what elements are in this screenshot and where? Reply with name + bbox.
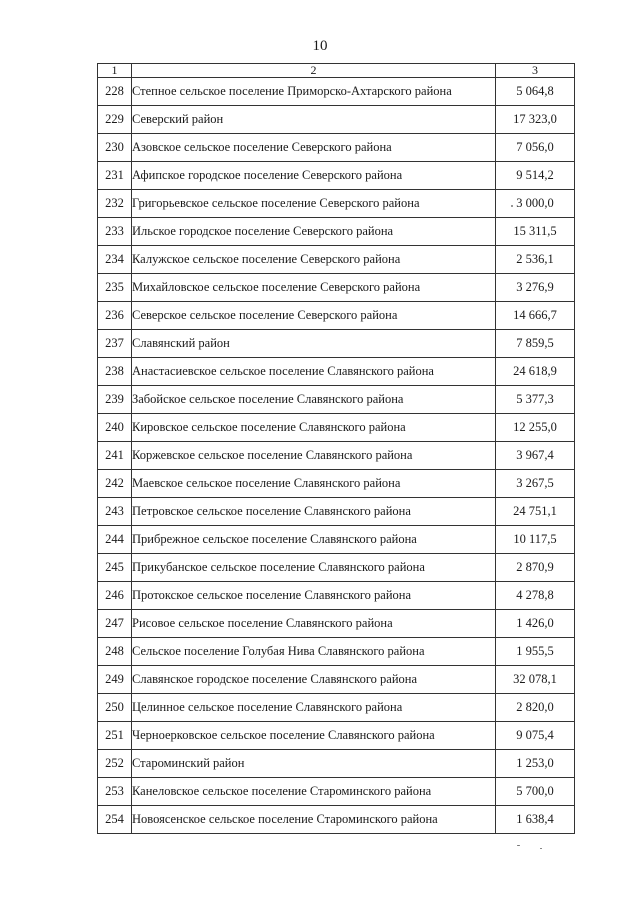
row-name: Калужское сельское поселение Северского района: [132, 246, 496, 274]
row-number: 252: [98, 750, 132, 778]
table-row: [98, 330, 575, 358]
row-value: 2 536,1: [496, 246, 575, 274]
table-row: [98, 442, 575, 470]
row-number: 249: [98, 666, 132, 694]
row-name: Славянский район: [132, 330, 496, 358]
row-number: 250: [98, 694, 132, 722]
row-number: 231: [98, 162, 132, 190]
row-name: Прибрежное сельское поселение Славянского района: [132, 526, 496, 554]
row-value: 10 117,5: [496, 526, 575, 554]
row-number: 242: [98, 470, 132, 498]
header-row: [98, 64, 575, 78]
table-row: [98, 302, 575, 330]
table-row: [98, 666, 575, 694]
row-name: Забойское сельское поселение Славянского района: [132, 386, 496, 414]
table-row: [98, 246, 575, 274]
row-name: Северский район: [132, 106, 496, 134]
row-value: 9 514,2: [496, 162, 575, 190]
scan-speck: [511, 205, 513, 207]
row-name: Целинное сельское поселение Славянского района: [132, 694, 496, 722]
row-value: 4 278,8: [496, 582, 575, 610]
row-name: Маевское сельское поселение Славянского района: [132, 470, 496, 498]
row-value: 3 267,5: [496, 470, 575, 498]
row-number: 244: [98, 526, 132, 554]
table-row: [98, 470, 575, 498]
table-row: [98, 694, 575, 722]
row-number: 253: [98, 778, 132, 806]
row-value: 17 323,0: [496, 106, 575, 134]
table-row: [98, 358, 575, 386]
row-value: 12 255,0: [496, 414, 575, 442]
table-body: [98, 78, 575, 834]
scan-speck: [517, 845, 520, 846]
row-name: Григорьевское сельское поселение Северского района: [132, 190, 496, 218]
data-table: [97, 63, 575, 834]
row-value: 1 955,5: [496, 638, 575, 666]
row-value: 24 751,1: [496, 498, 575, 526]
row-value: 1 638,4: [496, 806, 575, 834]
row-name: Ильское городское поселение Северского района: [132, 218, 496, 246]
table-row: [98, 722, 575, 750]
table-row: [98, 274, 575, 302]
row-name: Азовское сельское поселение Северского района: [132, 134, 496, 162]
row-name: Прикубанское сельское поселение Славянского района: [132, 554, 496, 582]
row-value: 5 700,0: [496, 778, 575, 806]
row-name: Северское сельское поселение Северского района: [132, 302, 496, 330]
row-name: Сельское поселение Голубая Нива Славянского района: [132, 638, 496, 666]
table-row: [98, 778, 575, 806]
row-value: 7 859,5: [496, 330, 575, 358]
row-name: Петровское сельское поселение Славянского района: [132, 498, 496, 526]
table-row: [98, 526, 575, 554]
header-col-number: 1: [98, 64, 132, 78]
row-number: 254: [98, 806, 132, 834]
row-value: 3 276,9: [496, 274, 575, 302]
row-number: 233: [98, 218, 132, 246]
scan-speck: [540, 848, 542, 849]
table-row: [98, 162, 575, 190]
table-row: [98, 106, 575, 134]
row-number: 234: [98, 246, 132, 274]
row-value: 15 311,5: [496, 218, 575, 246]
row-name: Степное сельское поселение Приморско-Ахтарского района: [132, 78, 496, 106]
row-number: 236: [98, 302, 132, 330]
row-value: 1 426,0: [496, 610, 575, 638]
table-row: [98, 638, 575, 666]
row-number: 228: [98, 78, 132, 106]
row-number: 237: [98, 330, 132, 358]
row-name: Михайловское сельское поселение Северского района: [132, 274, 496, 302]
row-number: 232: [98, 190, 132, 218]
row-value: 14 666,7: [496, 302, 575, 330]
row-value: 3 967,4: [496, 442, 575, 470]
table-row: [98, 414, 575, 442]
table-row: [98, 190, 575, 218]
row-number: 230: [98, 134, 132, 162]
row-number: 248: [98, 638, 132, 666]
row-name: Новоясенское сельское поселение Староминского района: [132, 806, 496, 834]
table-row: [98, 134, 575, 162]
table-row: [98, 750, 575, 778]
table-row: [98, 218, 575, 246]
row-number: 241: [98, 442, 132, 470]
table-row: [98, 498, 575, 526]
table-row: [98, 554, 575, 582]
row-value: 5 064,8: [496, 78, 575, 106]
table-row: [98, 806, 575, 834]
row-number: 251: [98, 722, 132, 750]
row-name: Кировское сельское поселение Славянского района: [132, 414, 496, 442]
table-row: [98, 582, 575, 610]
row-value: 2 820,0: [496, 694, 575, 722]
row-number: 239: [98, 386, 132, 414]
row-name: Староминский район: [132, 750, 496, 778]
row-number: 246: [98, 582, 132, 610]
row-name: Протокское сельское поселение Славянского района: [132, 582, 496, 610]
row-number: 243: [98, 498, 132, 526]
header-col-value: 3: [496, 64, 575, 78]
row-name: Славянское городское поселение Славянского района: [132, 666, 496, 694]
row-name: Коржевское сельское поселение Славянского района: [132, 442, 496, 470]
row-number: 229: [98, 106, 132, 134]
row-value: 2 870,9: [496, 554, 575, 582]
table-row: [98, 78, 575, 106]
row-value: 7 056,0: [496, 134, 575, 162]
row-name: Канеловское сельское поселение Староминского района: [132, 778, 496, 806]
table-row: [98, 386, 575, 414]
row-name: Анастасиевское сельское поселение Славянского района: [132, 358, 496, 386]
row-value: 32 078,1: [496, 666, 575, 694]
row-number: 240: [98, 414, 132, 442]
row-number: 245: [98, 554, 132, 582]
row-value: 5 377,3: [496, 386, 575, 414]
row-value: 9 075,4: [496, 722, 575, 750]
page-number: 10: [312, 38, 328, 54]
row-value: 1 253,0: [496, 750, 575, 778]
row-value: 3 000,0: [496, 190, 575, 218]
row-name: Афипское городское поселение Северского района: [132, 162, 496, 190]
row-number: 235: [98, 274, 132, 302]
table-row: [98, 610, 575, 638]
row-number: 238: [98, 358, 132, 386]
row-value: 24 618,9: [496, 358, 575, 386]
row-name: Рисовое сельское поселение Славянского района: [132, 610, 496, 638]
row-name: Черноерковское сельское поселение Славянского района: [132, 722, 496, 750]
header-col-name: 2: [132, 64, 496, 78]
row-number: 247: [98, 610, 132, 638]
